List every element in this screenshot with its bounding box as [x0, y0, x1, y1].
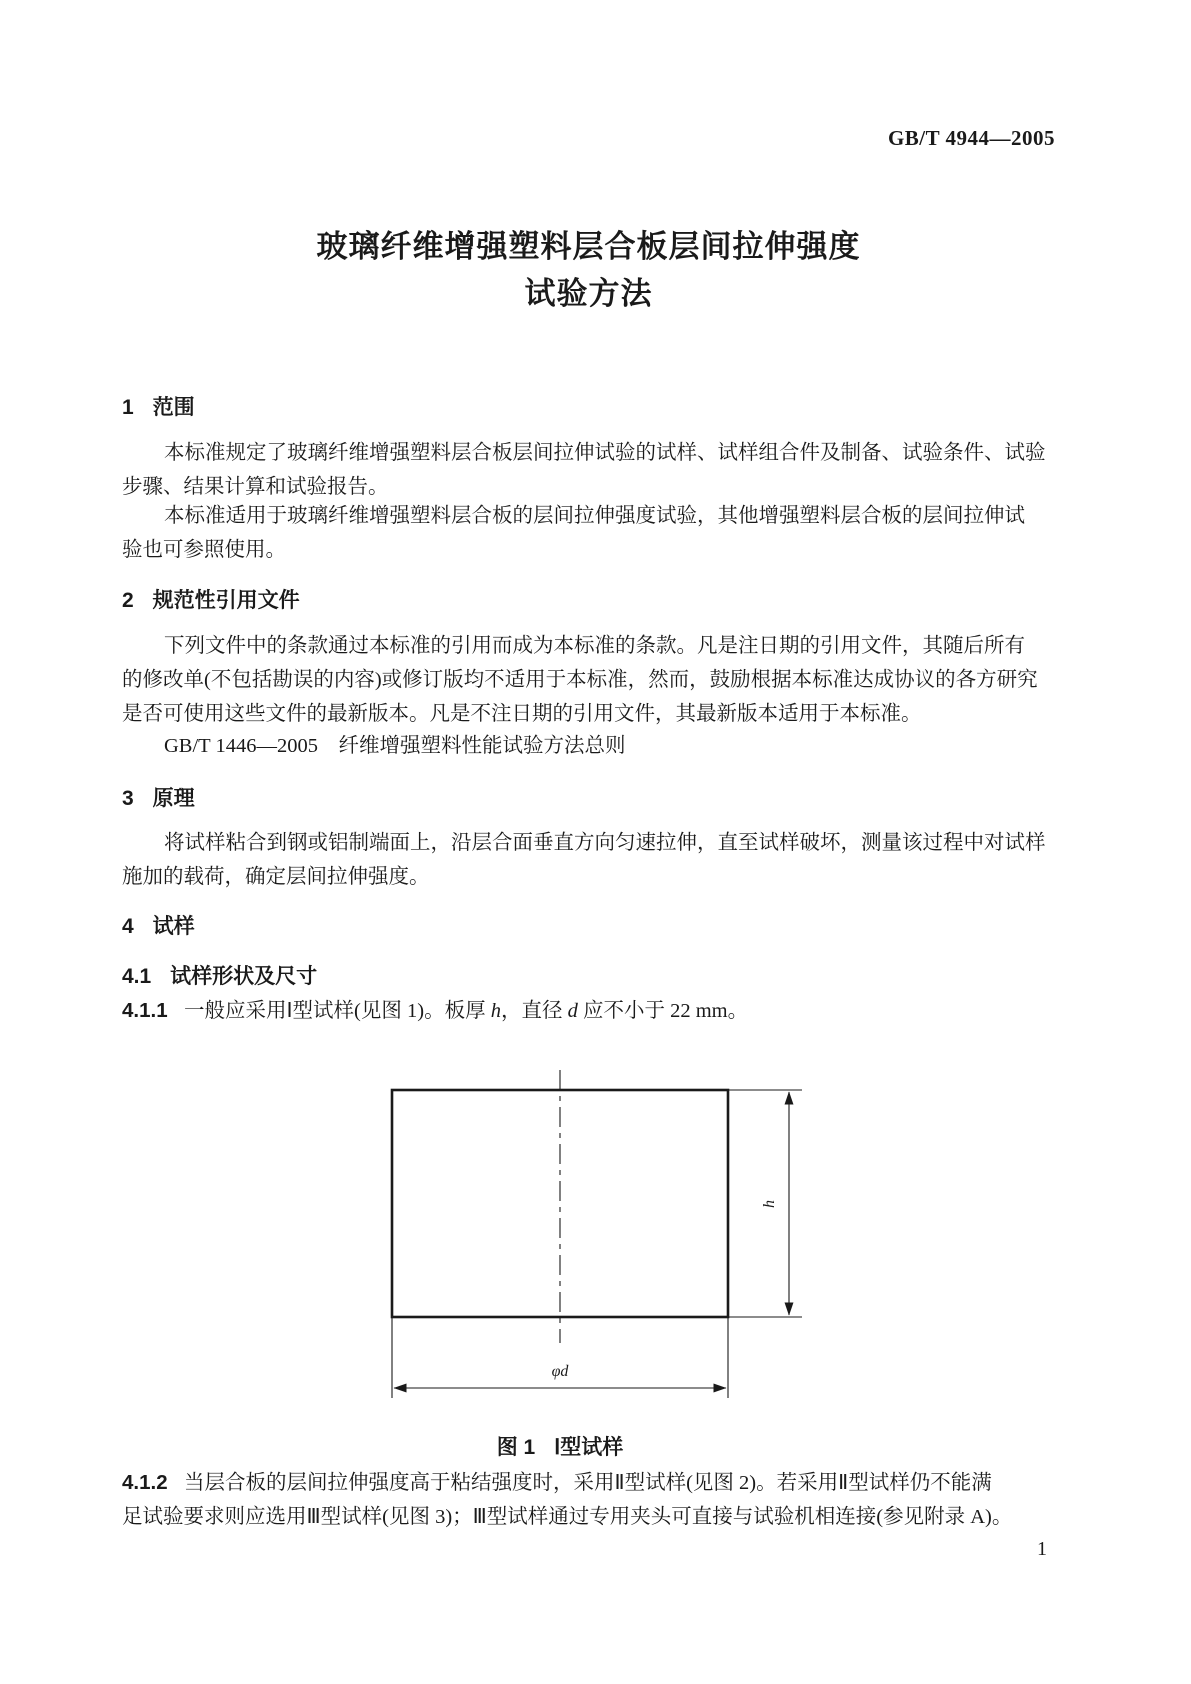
text-line: 的修改单(不包括勘误的内容)或修订版均不适用于本标准，然而，鼓励根据本标准达成协议的各方研究 [122, 669, 1038, 691]
text-line: 本标准规定了玻璃纤维增强塑料层合板层间拉伸试验的试样、试样组合件及制备、试验条件、试验 [164, 442, 1046, 464]
text-line: 步骤、结果计算和试验报告。 [122, 476, 389, 498]
doc-title-line-1: 玻璃纤维增强塑料层合板层间拉伸强度 [316, 229, 861, 264]
section-4-1-heading [122, 960, 1063, 994]
variable-d: d [567, 1000, 578, 1022]
scope-paragraph-1 [122, 436, 1082, 504]
text-line: 将试样粘合到钢或铝制端面上，沿层合面垂直方向匀速拉伸，直至试样破坏，测量该过程中对试样 [164, 832, 1046, 854]
section-4-heading [122, 910, 1063, 944]
section-4-1-title: 试样形状及尺寸 [170, 965, 318, 988]
figure-caption-text: Ⅰ型试样 [554, 1436, 624, 1459]
clause-4-1-1-text: ，直径 [500, 1000, 568, 1022]
section-3-heading [122, 782, 1063, 816]
clause-4-1-1 [122, 994, 1082, 1028]
page-number: 1 [1037, 1538, 1047, 1560]
variable-h: h [490, 1000, 501, 1022]
figure-1-drawing [350, 1058, 820, 1408]
clause-4-1-2 [122, 1466, 1082, 1534]
diameter-dim-label: φd [551, 1363, 569, 1380]
height-dim-label: h [761, 1200, 778, 1208]
doc-title-line-2: 试验方法 [524, 276, 653, 311]
text-line: 本标准适用于玻璃纤维增强塑料层合板的层间拉伸强度试验，其他增强塑料层合板的层间拉伸试 [164, 505, 1025, 527]
text-line: 当层合板的层间拉伸强度高于粘结强度时，采用Ⅱ型试样(见图 2)。若采用Ⅱ型试样仍不能满 [184, 1472, 992, 1494]
section-3-title: 原理 [152, 787, 195, 810]
clause-4-1-1-text: 一般应采用Ⅰ型试样(见图 1)。板厚 [184, 1000, 491, 1022]
text-line: 下列文件中的条款通过本标准的引用而成为本标准的条款。凡是注日期的引用文件，其随后所有 [164, 635, 1025, 657]
section-1-number: 1 [122, 396, 134, 419]
standard-code: GB/T 4944—2005 [887, 126, 1055, 150]
section-1-heading [122, 391, 1063, 425]
text-line: 是否可使用这些文件的最新版本。凡是不注日期的引用文件，其最新版本适用于本标准。 [122, 703, 922, 725]
section-4-1-number: 4.1 [122, 965, 152, 988]
section-1-title: 范围 [152, 396, 195, 419]
figure-caption-number: 图 1 [496, 1436, 536, 1459]
reference-entry: GB/T 1446—2005 纤维增强塑料性能试验方法总则 [164, 735, 626, 757]
scope-paragraph-2 [122, 499, 1082, 567]
section-3-number: 3 [122, 787, 134, 810]
text-line: 施加的载荷，确定层间拉伸强度。 [122, 866, 430, 888]
section-2-title: 规范性引用文件 [152, 589, 300, 612]
text-line: 验也可参照使用。 [122, 539, 286, 561]
figure-caption [122, 1431, 998, 1465]
clause-4-1-1-text: 应不小于 22 mm。 [577, 1000, 749, 1022]
section-4-title: 试样 [152, 915, 195, 938]
section-2-number: 2 [122, 589, 134, 612]
clause-4-1-1-number: 4.1.1 [122, 999, 168, 1022]
clause-4-1-2-number: 4.1.2 [122, 1471, 168, 1494]
principle-paragraph [122, 826, 1082, 894]
section-2-heading [122, 584, 1063, 618]
normative-refs-paragraph [122, 629, 1082, 731]
text-line: 足试验要求则应选用Ⅲ型试样(见图 3)；Ⅲ型试样通过专用夹头可直接与试验机相连接(参见附录 A)。 [122, 1506, 1013, 1528]
reference-list [122, 729, 1082, 763]
section-4-number: 4 [122, 915, 134, 938]
